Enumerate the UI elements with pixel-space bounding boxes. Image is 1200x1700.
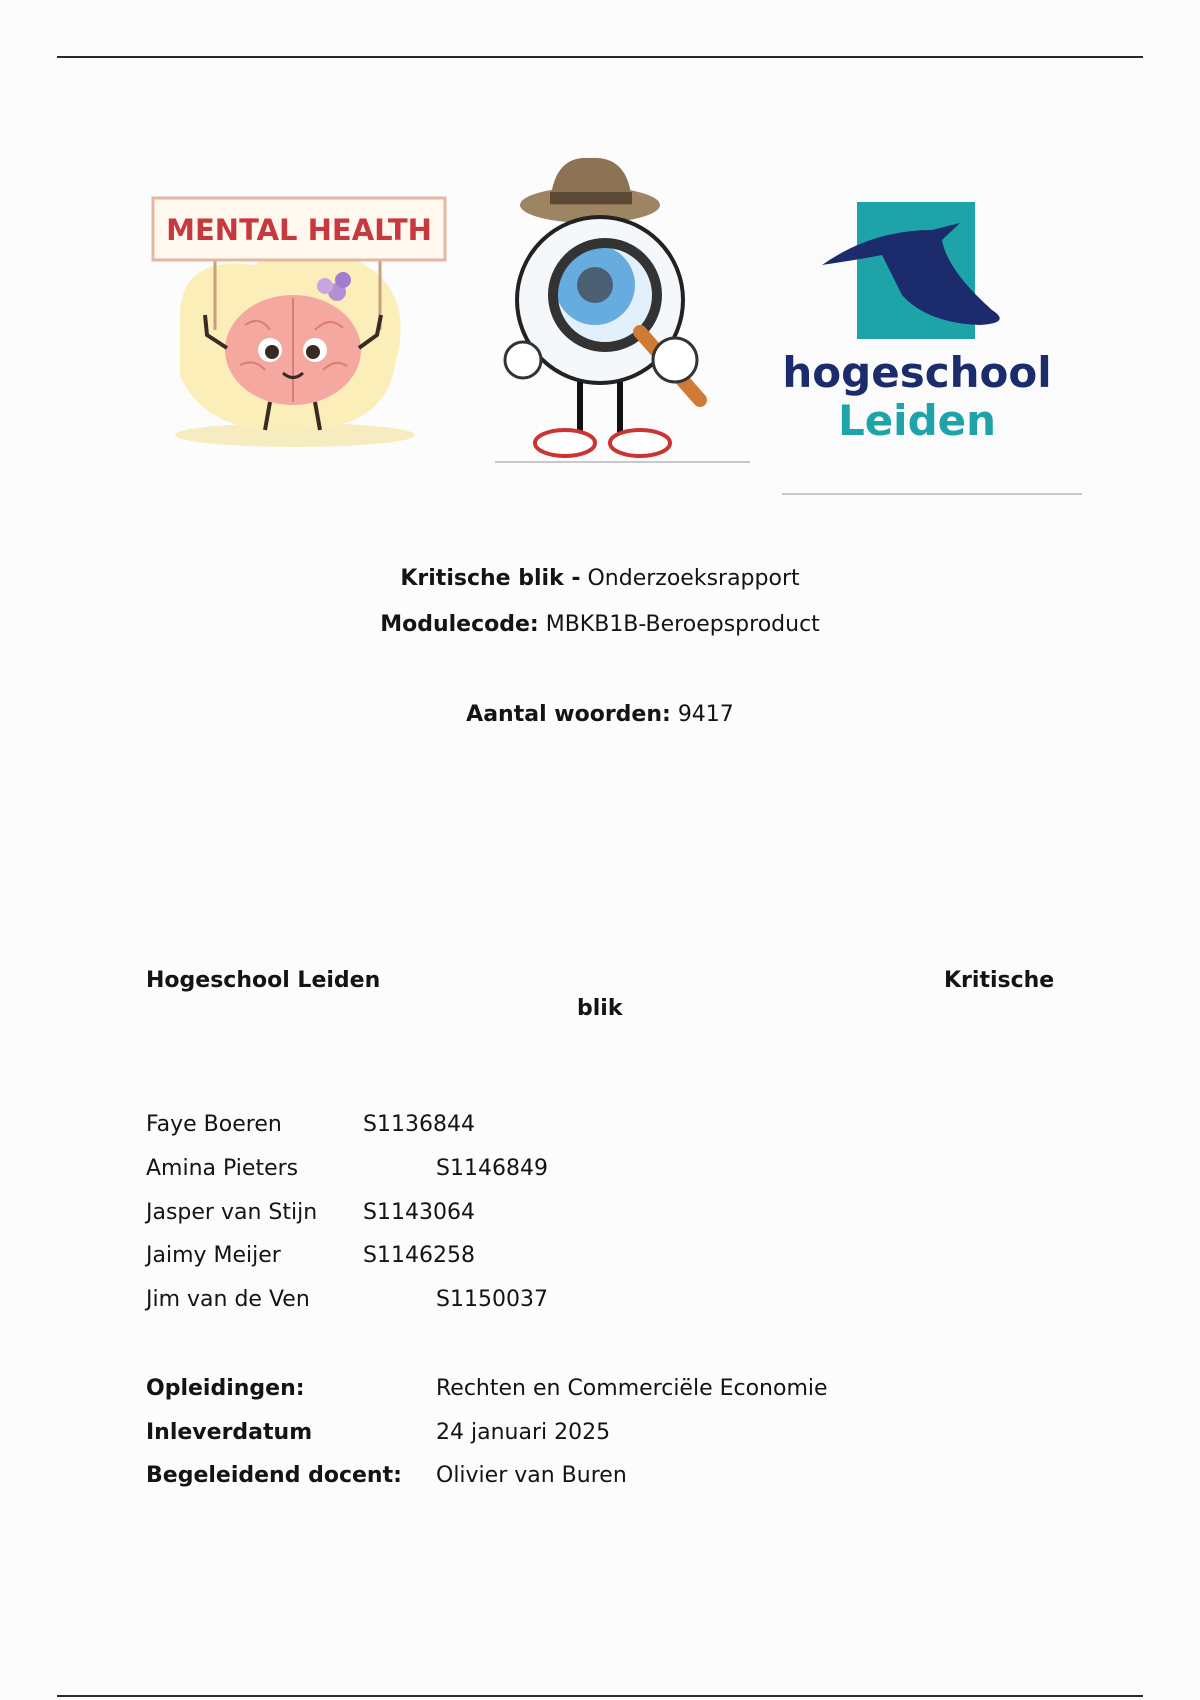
member-name: Faye Boeren bbox=[146, 1112, 282, 1137]
member-id: S1146849 bbox=[436, 1156, 548, 1181]
member-id: S1136844 bbox=[363, 1112, 475, 1137]
module-code bbox=[0, 612, 1200, 637]
eye-detective-image bbox=[495, 150, 760, 465]
mental-health-image bbox=[145, 190, 455, 455]
supervisor-value: Olivier van Buren bbox=[436, 1463, 627, 1488]
submission-date-value: 24 januari 2025 bbox=[436, 1420, 611, 1445]
top-rule bbox=[57, 56, 1143, 58]
sign-text: MENTAL HEALTH bbox=[166, 213, 432, 247]
programs-label: Opleidingen: bbox=[146, 1376, 305, 1401]
logo-text-leiden: Leiden bbox=[837, 396, 997, 445]
programs-value: Rechten en Commerciële Economie bbox=[436, 1376, 828, 1401]
word-count bbox=[0, 702, 1200, 727]
header-right-text: Kritische bbox=[944, 968, 1055, 993]
logo-text-hogeschool: hogeschool bbox=[782, 348, 1052, 397]
member-name: Jaimy Meijer bbox=[146, 1243, 281, 1268]
submission-date-label: Inleverdatum bbox=[146, 1420, 313, 1445]
module-value: MBKB1B-Beroepsproduct bbox=[545, 612, 820, 637]
member-name: Jasper van Stijn bbox=[146, 1200, 318, 1225]
module-label: Modulecode: bbox=[380, 612, 539, 637]
member-id: S1150037 bbox=[436, 1287, 548, 1312]
member-name: Jim van de Ven bbox=[146, 1287, 310, 1312]
institution-name: Hogeschool Leiden bbox=[146, 968, 381, 993]
title-value: Onderzoeksrapport bbox=[587, 566, 800, 591]
member-id: S1143064 bbox=[363, 1200, 475, 1225]
header-right-text-wrap: blik bbox=[577, 996, 623, 1021]
word-count-value: 9417 bbox=[677, 702, 734, 727]
bottom-rule bbox=[57, 1695, 1143, 1697]
word-count-label: Aantal woorden: bbox=[466, 702, 671, 727]
supervisor-label: Begeleidend docent: bbox=[146, 1463, 402, 1488]
report-title bbox=[0, 566, 1200, 591]
title-label: Kritische blik - bbox=[400, 566, 581, 591]
member-id: S1146258 bbox=[363, 1243, 475, 1268]
member-name: Amina Pieters bbox=[146, 1156, 299, 1181]
hogeschool-leiden-logo bbox=[782, 145, 1082, 495]
